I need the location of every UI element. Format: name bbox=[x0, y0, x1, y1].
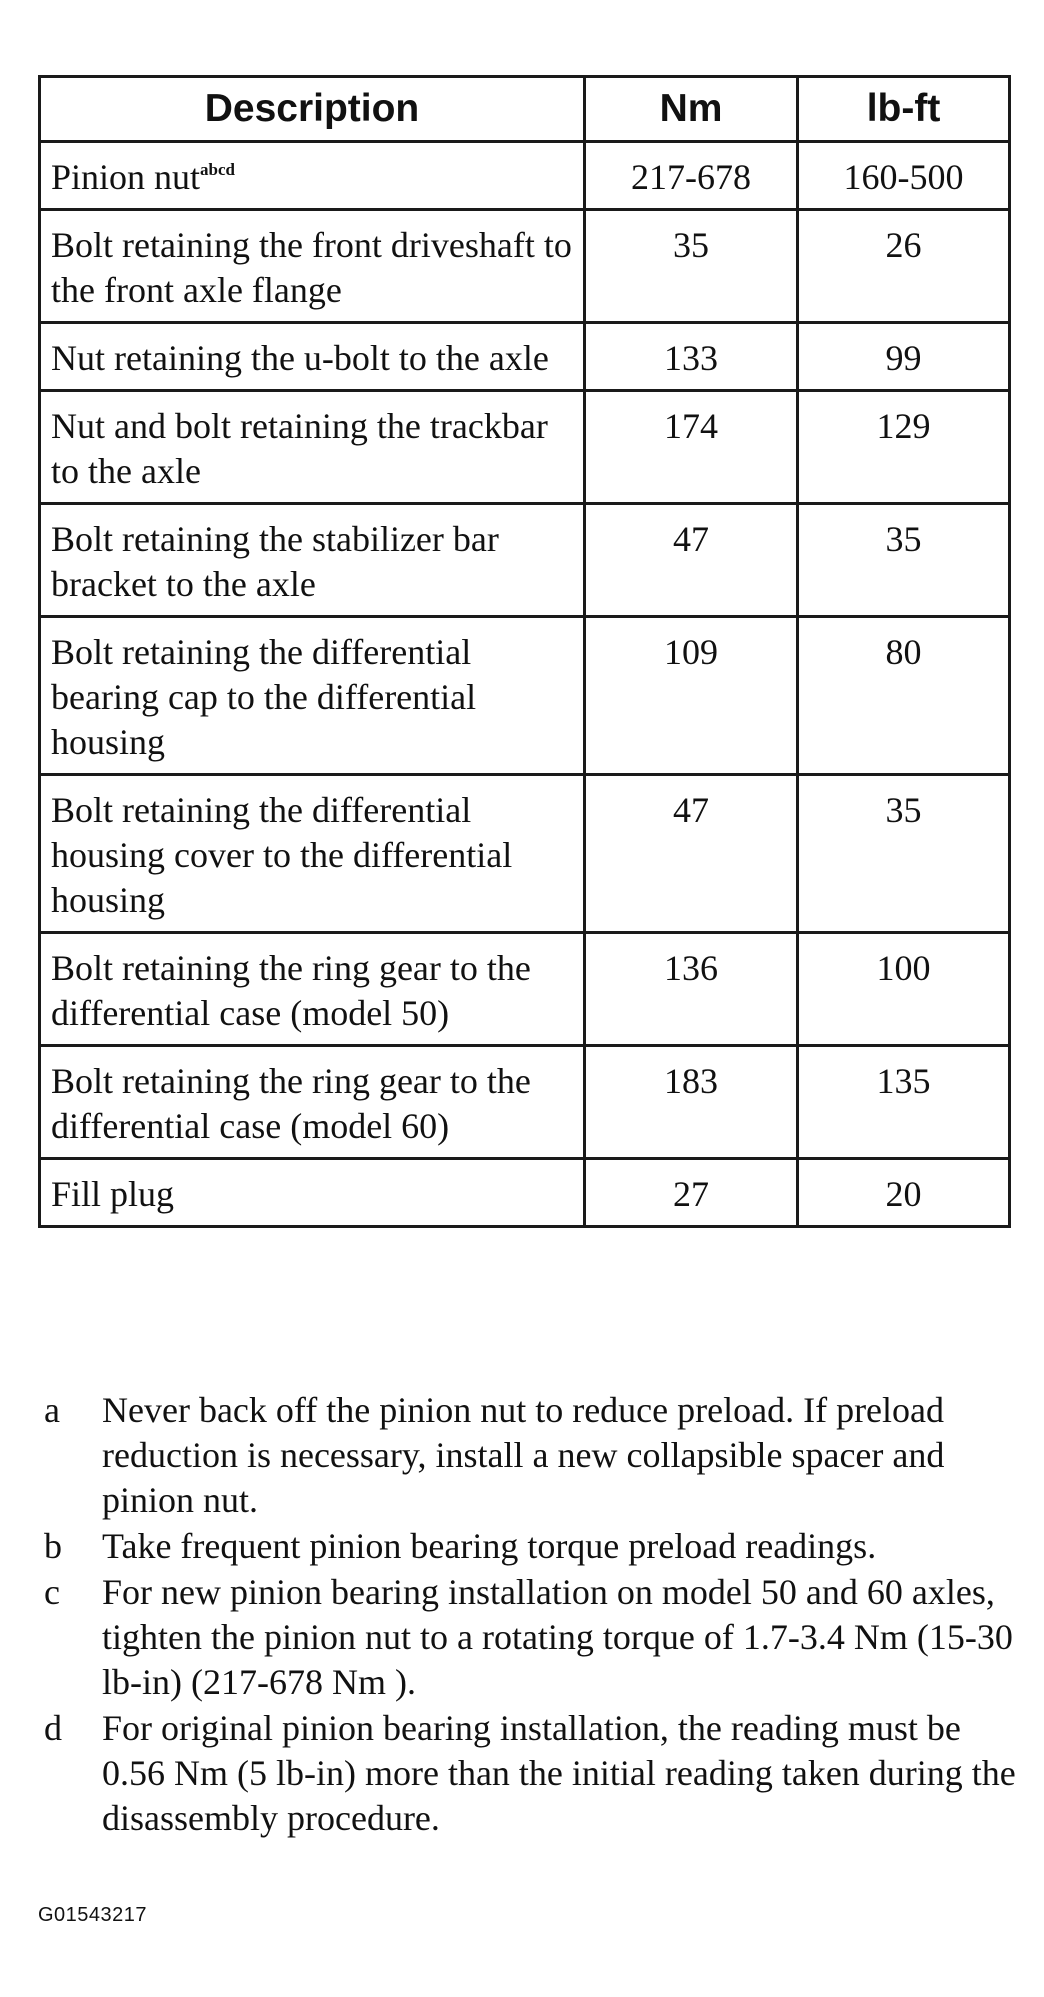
row-description: Bolt retaining the differential housing cover to the differential housing bbox=[40, 775, 585, 933]
row-description: Bolt retaining the stabilizer bar bracket to the axle bbox=[40, 504, 585, 617]
footnote-letter: d bbox=[44, 1708, 62, 1748]
row-nm: 133 bbox=[585, 323, 798, 391]
row-lbft: 135 bbox=[798, 1046, 1010, 1159]
row-lbft: 100 bbox=[798, 933, 1010, 1046]
row-description: Nut retaining the u-bolt to the axle bbox=[40, 323, 585, 391]
table-row bbox=[40, 617, 1010, 775]
table-row bbox=[40, 323, 1010, 391]
row-lbft: 160-500 bbox=[798, 142, 1010, 210]
table-row bbox=[40, 391, 1010, 504]
row-nm: 174 bbox=[585, 391, 798, 504]
row-nm: 47 bbox=[585, 504, 798, 617]
table-row bbox=[40, 142, 1010, 210]
row-lbft: 80 bbox=[798, 617, 1010, 775]
row-nm: 109 bbox=[585, 617, 798, 775]
table-header-row bbox=[40, 77, 1010, 142]
table-row bbox=[40, 775, 1010, 933]
footnote-reference: abcd bbox=[200, 160, 235, 179]
footnote-letter: c bbox=[44, 1572, 60, 1612]
footnote-b bbox=[38, 1524, 1018, 1569]
footnote-text: Never back off the pinion nut to reduce preload. If preload reduction is necessary, install a new collapsible spacer and pinion nut. bbox=[102, 1390, 945, 1520]
footnote-d bbox=[38, 1706, 1018, 1841]
row-nm: 35 bbox=[585, 210, 798, 323]
row-nm: 27 bbox=[585, 1159, 798, 1227]
table-row bbox=[40, 504, 1010, 617]
row-lbft: 99 bbox=[798, 323, 1010, 391]
table-row bbox=[40, 1046, 1010, 1159]
row-lbft: 129 bbox=[798, 391, 1010, 504]
row-description: Fill plug bbox=[40, 1159, 585, 1227]
table-row bbox=[40, 1159, 1010, 1227]
footnote-text: Take frequent pinion bearing torque preload readings. bbox=[102, 1526, 877, 1566]
figure-id: G01543217 bbox=[38, 1904, 148, 1926]
row-lbft: 26 bbox=[798, 210, 1010, 323]
row-description: Bolt retaining the differential bearing cap to the differential housing bbox=[40, 617, 585, 775]
row-description: Bolt retaining the front driveshaft to the front axle flange bbox=[40, 210, 585, 323]
row-nm: 217-678 bbox=[585, 142, 798, 210]
footnote-a bbox=[38, 1388, 1018, 1523]
row-nm: 183 bbox=[585, 1046, 798, 1159]
header-lbft: lb-ft bbox=[798, 77, 1010, 142]
torque-specification-table bbox=[38, 75, 1011, 1228]
row-nm: 47 bbox=[585, 775, 798, 933]
table-row bbox=[40, 210, 1010, 323]
header-description: Description bbox=[40, 77, 585, 142]
table-row bbox=[40, 933, 1010, 1046]
footnote-text: For new pinion bearing installation on model 50 and 60 axles, tighten the pinion nut to a rotating torque of 1.7-3.4 Nm (15-30 lb-in) (217-678 Nm ). bbox=[102, 1572, 1013, 1702]
footnotes bbox=[38, 1388, 1018, 1842]
footnote-letter: b bbox=[44, 1526, 62, 1566]
row-description: Bolt retaining the ring gear to the differential case (model 60) bbox=[40, 1046, 585, 1159]
row-lbft: 35 bbox=[798, 504, 1010, 617]
row-description: Bolt retaining the ring gear to the differential case (model 50) bbox=[40, 933, 585, 1046]
footnote-text: For original pinion bearing installation, the reading must be 0.56 Nm (5 lb-in) more than the initial reading taken during the disassembly procedure. bbox=[102, 1708, 1016, 1838]
row-lbft: 20 bbox=[798, 1159, 1010, 1227]
footnote-letter: a bbox=[44, 1390, 60, 1430]
row-lbft: 35 bbox=[798, 775, 1010, 933]
footnote-c bbox=[38, 1570, 1018, 1705]
row-description bbox=[40, 142, 585, 210]
row-nm: 136 bbox=[585, 933, 798, 1046]
row-description: Nut and bolt retaining the trackbar to the axle bbox=[40, 391, 585, 504]
header-nm: Nm bbox=[585, 77, 798, 142]
row-description-text: Pinion nut bbox=[51, 157, 201, 197]
